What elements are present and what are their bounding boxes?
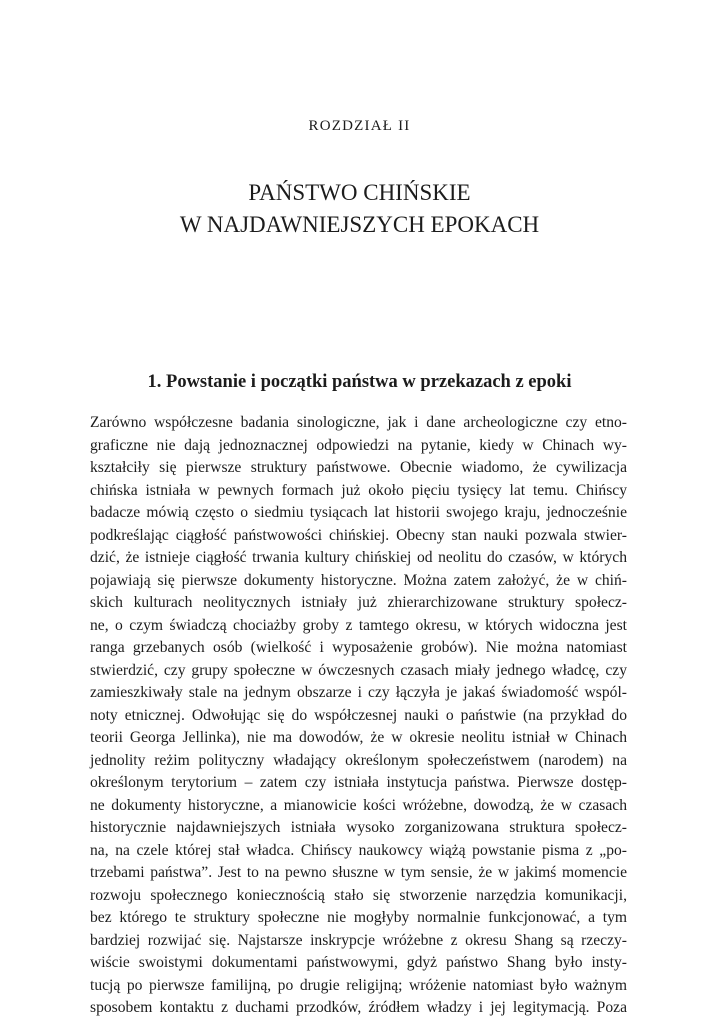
chapter-title <box>0 177 719 241</box>
body-line: sposobem kontaktu z duchami przodków, źródłem władzy i jej legitymacją. Poza <box>90 999 627 1016</box>
body-line: tucją po pierwsze familijną, po drugie religijną; wróżenie natomiast było ważnym <box>90 976 627 994</box>
body-line: zamieszkiwały stale na jednym obszarze i czy łączyła je jakaś świadomość wspól- <box>90 684 627 701</box>
body-line: podkreślając ciągłość państwowości chińskiej. Obecny stan nauki pozwala stwier- <box>90 526 627 544</box>
body-line: graficzne nie dają jednoznacznej odpowiedzi na pytanie, kiedy w Chinach wy- <box>90 436 627 454</box>
chapter-title-line-1: PAŃSTWO CHIŃSKIE <box>248 180 471 205</box>
chapter-label: ROZDZIAŁ II <box>308 118 411 134</box>
body-line: rozwoju społecznego koniecznością stało się stworzenie narzędzia komunikacji, <box>90 886 627 904</box>
body-line: ranga grzebanych osób (wielkość i wyposażenie grobów). Nie można natomiast <box>90 639 627 656</box>
body-line: teorii Georga Jellinka), nie ma dowodów, że w okresie neolitu istniał w Chinach <box>90 729 627 746</box>
body-line: wiście swoistymi dokumentami państwowymi, gdyż państwo Shang było insty- <box>90 954 627 971</box>
body-line: historycznie najdawniejszych istniała wysoko zorganizowana struktura społecz- <box>90 819 627 836</box>
body-line: bardziej rozwijać się. Najstarsze inskrypcje wróżebne z okresu Shang są rzeczy- <box>90 931 627 949</box>
body-line: określonym terytorium – zatem czy istniała instytucja państwa. Pierwsze dostęp- <box>90 774 627 791</box>
body-line: chińska istniała w pewnych formach już około pięciu tysięcy lat temu. Chińscy <box>90 481 627 499</box>
chapter-title-line-2: W NAJDAWNIEJSZYCH EPOKACH <box>179 212 540 237</box>
body-line: Zarówno współczesne badania sinologiczne, jak i dane archeologiczne czy etno- <box>90 414 627 431</box>
body-line: ne, o czym świadczą chociażby groby z tamtego okresu, w których widoczna jest <box>90 616 627 634</box>
body-line: skich kulturach neolitycznych istniały już zhierarchizowane struktury społecz- <box>90 594 627 611</box>
body-line: ne dokumenty historyczne, a mianowicie kości wróżebne, dowodzą, że w czasach <box>90 796 627 814</box>
body-line: kształciły się pierwsze struktury państwowe. Obecnie wiadomo, że cywilizacja <box>90 459 627 476</box>
section-heading: 1. Powstanie i początki państwa w przekazach z epoki <box>147 372 572 392</box>
body-line: pojawiają się pierwsze dokumenty historyczne. Można zatem założyć, że w chiń- <box>90 571 627 589</box>
body-line: stwierdzić, czy grupy społeczne w ówczesnych czasach miały jednego władcę, czy <box>90 661 627 679</box>
body-line: na, na czele której stał władca. Chińscy naukowcy wiążą powstanie pisma z „po- <box>90 841 627 859</box>
body-line: trzebami państwa”. Jest to na pewno słuszne w tym sensie, że w jakimś momencie <box>90 864 627 881</box>
body-text <box>90 412 627 1020</box>
body-line: bez którego te struktury społeczne nie mogłyby normalnie funkcjonować, a tym <box>90 909 627 926</box>
body-line: dzić, że istnieje ciągłość trwania kultury chińskiej od neolitu do czasów, w których <box>90 549 627 566</box>
body-line: jednolity reżim polityczny władający określonym społeczeństwem (narodem) na <box>90 751 627 769</box>
body-line: noty etnicznej. Odwołując się do współczesnej nauki o państwie (na przykład do <box>90 706 627 724</box>
body-line: badacze mówią często o siedmiu tysiącach lat historii swojego kraju, jednocześnie <box>90 504 627 521</box>
